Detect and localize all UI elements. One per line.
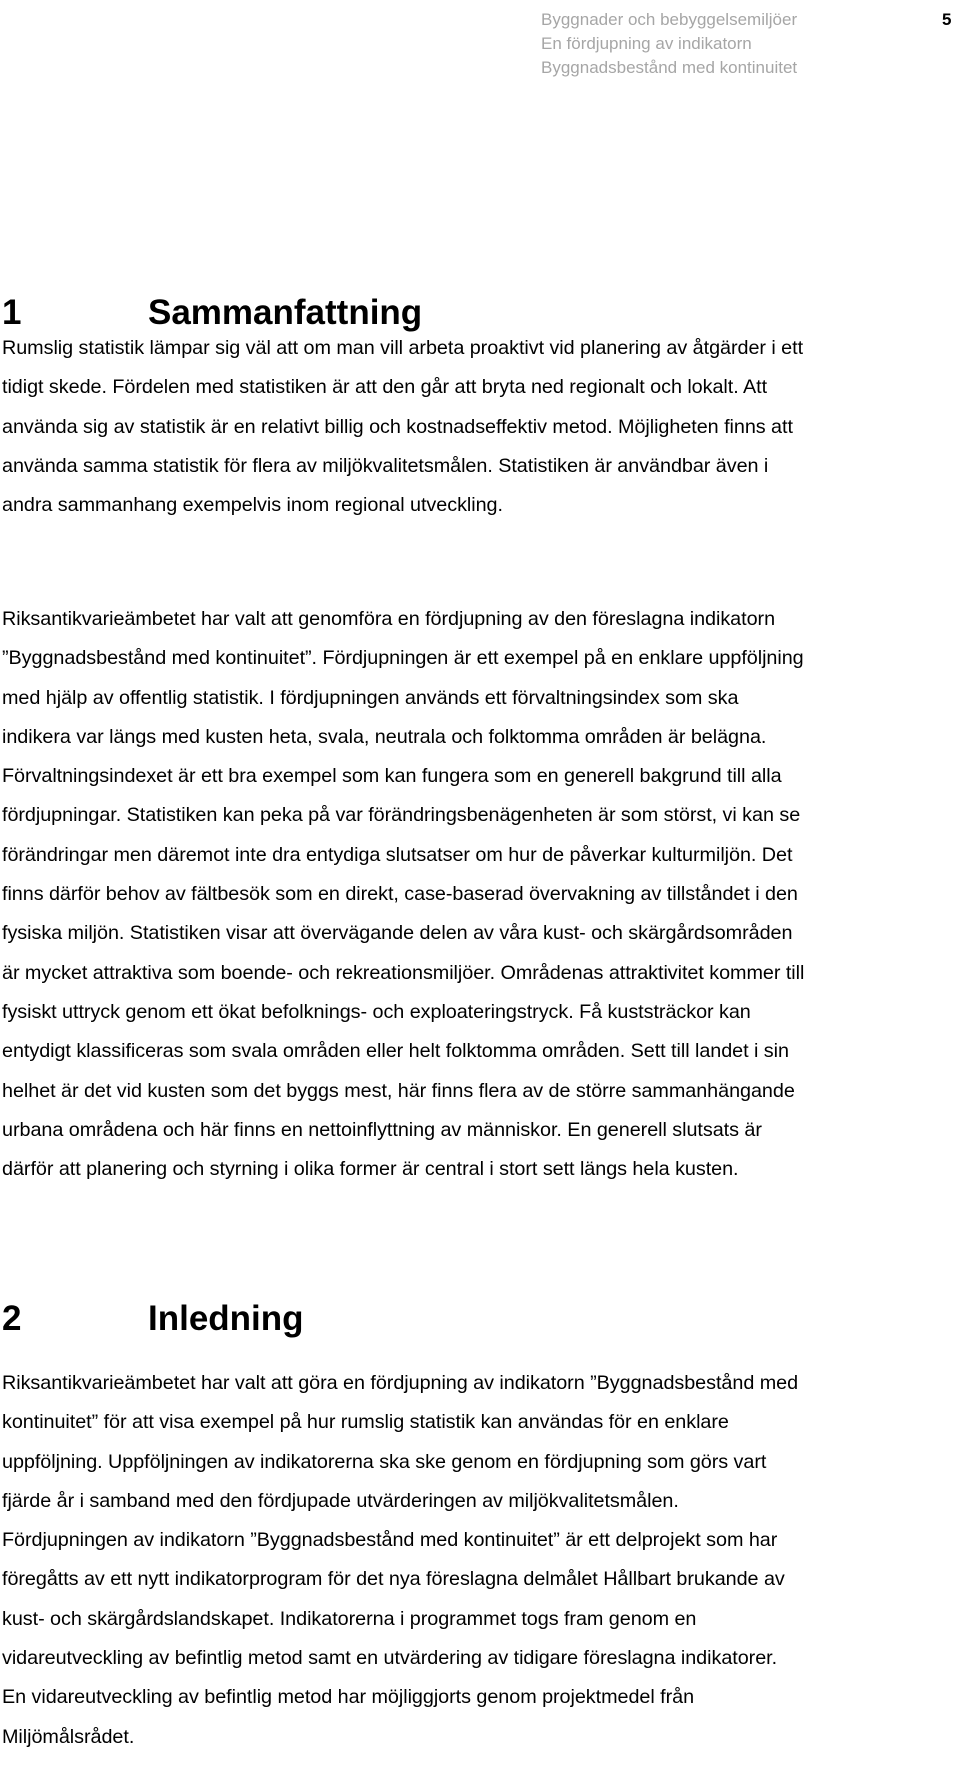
text-line: föregåtts av ett nytt indikatorprogram för det nya föreslagna delmålet Hållbart brukande av <box>2 1568 785 1591</box>
text-line: Rumslig statistik lämpar sig väl att om man vill arbeta proaktivt vid planering av åtgärder i ett <box>2 337 804 359</box>
paragraph-summary-1 <box>2 329 954 525</box>
text-line: med hjälp av offentlig statistik. I fördjupningen används ett förvaltningsindex som ska <box>2 686 739 709</box>
text-line: helhet är det vid kusten som det byggs mest, här finns flera av de större sammanhängande <box>2 1079 795 1102</box>
text-line: Förvaltningsindexet är ett bra exempel som kan fungera som en generell bakgrund till alla <box>2 765 782 788</box>
text-line: urbana områdena och här finns en nettoinflyttning av människor. En generell slutsats är <box>2 1118 762 1141</box>
text-line: En vidareutveckling av befintlig metod har möjliggjorts genom projektmedel från <box>2 1686 695 1709</box>
text-line: är mycket attraktiva som boende- och rekreationsmiljöer. Områdenas attraktivitet kommer till <box>2 961 805 984</box>
header-line-report: En fördjupning av indikatorn <box>541 34 752 53</box>
header-line-category: Byggnader och bebyggelsemiljöer <box>541 10 798 29</box>
text-line: fysiskt uttryck genom ett ökat befolknings- och exploateringstryck. Få kuststräckor kan <box>2 1000 751 1023</box>
page-number: 5 <box>942 10 952 29</box>
section-title: Inledning <box>148 1299 304 1338</box>
text-line: använda samma statistik för flera av miljökvalitetsmålen. Statistiken är användbar även i <box>2 454 769 477</box>
text-line: fjärde år i samband med den fördjupade utvärderingen av miljökvalitetsmålen. <box>2 1489 679 1512</box>
text-line: fördjupningar. Statistiken kan peka på var förändringsbenägenheten är som störst, vi kan se <box>2 804 801 827</box>
text-line: Riksantikvarieämbetet har valt att göra en fördjupning av indikatorn ”Byggnadsbestånd med <box>2 1372 799 1394</box>
running-header <box>541 8 797 80</box>
text-line: vidareutveckling av befintlig metod samt en utvärdering av tidigare föreslagna indikatorer. <box>2 1647 778 1670</box>
paragraph-summary-2 <box>2 600 954 1189</box>
section-number: 2 <box>2 1299 22 1338</box>
text-line: kontinuitet” för att visa exempel på hur rumslig statistik kan användas för en enklare <box>2 1411 729 1434</box>
text-line: därför att planering och styrning i olika former är central i stort sett längs hela kusten. <box>2 1158 739 1181</box>
section-number: 1 <box>2 293 22 332</box>
text-line: andra sammanhang exempelvis inom regional utveckling. <box>2 494 503 517</box>
section-title: Sammanfattning <box>148 293 423 332</box>
paragraph-introduction <box>2 1364 954 1757</box>
text-line: entydigt klassificeras som svala områden eller helt folktomma områden. Sett till landet i sin <box>2 1040 789 1063</box>
text-line: kust- och skärgårdslandskapet. Indikatorerna i programmet togs fram genom en <box>2 1607 697 1630</box>
text-line: fysiska miljön. Statistiken visar att övervägande delen av våra kust- och skärgårdsområden <box>2 922 793 945</box>
text-line: indikera var längs med kusten heta, svala, neutrala och folktomma områden är belägna. <box>2 725 767 748</box>
text-line: tidigt skede. Fördelen med statistiken är att den går att bryta ned regionalt och lokalt. Att <box>2 376 768 399</box>
text-line: Riksantikvarieämbetet har valt att genomföra en fördjupning av den föreslagna indikatorn <box>2 608 776 630</box>
section-heading-sammanfattning <box>2 292 422 334</box>
text-line: förändringar men däremot inte dra entydiga slutsatser om hur de påverkar kulturmiljön. Det <box>2 843 793 866</box>
text-line: uppföljning. Uppföljningen av indikatorerna ska ske genom en fördjupning som görs vart <box>2 1450 767 1473</box>
text-line: Miljömålsrådet. <box>2 1725 135 1748</box>
text-line: Fördjupningen av indikatorn ”Byggnadsbestånd med kontinuitet” är ett delprojekt som har <box>2 1529 778 1552</box>
text-line: ”Byggnadsbestånd med kontinuitet”. Fördjupningen är ett exempel på en enklare uppföljning <box>2 647 804 670</box>
text-line: använda sig av statistik är en relativt billig och kostnadseffektiv metod. Möjligheten finns att <box>2 415 793 438</box>
header-line-indicator: Byggnadsbestånd med kontinuitet <box>541 58 798 77</box>
text-line: finns därför behov av fältbesök som en direkt, case-baserad övervakning av tillståndet i den <box>2 883 798 906</box>
section-heading-inledning <box>2 1298 304 1340</box>
